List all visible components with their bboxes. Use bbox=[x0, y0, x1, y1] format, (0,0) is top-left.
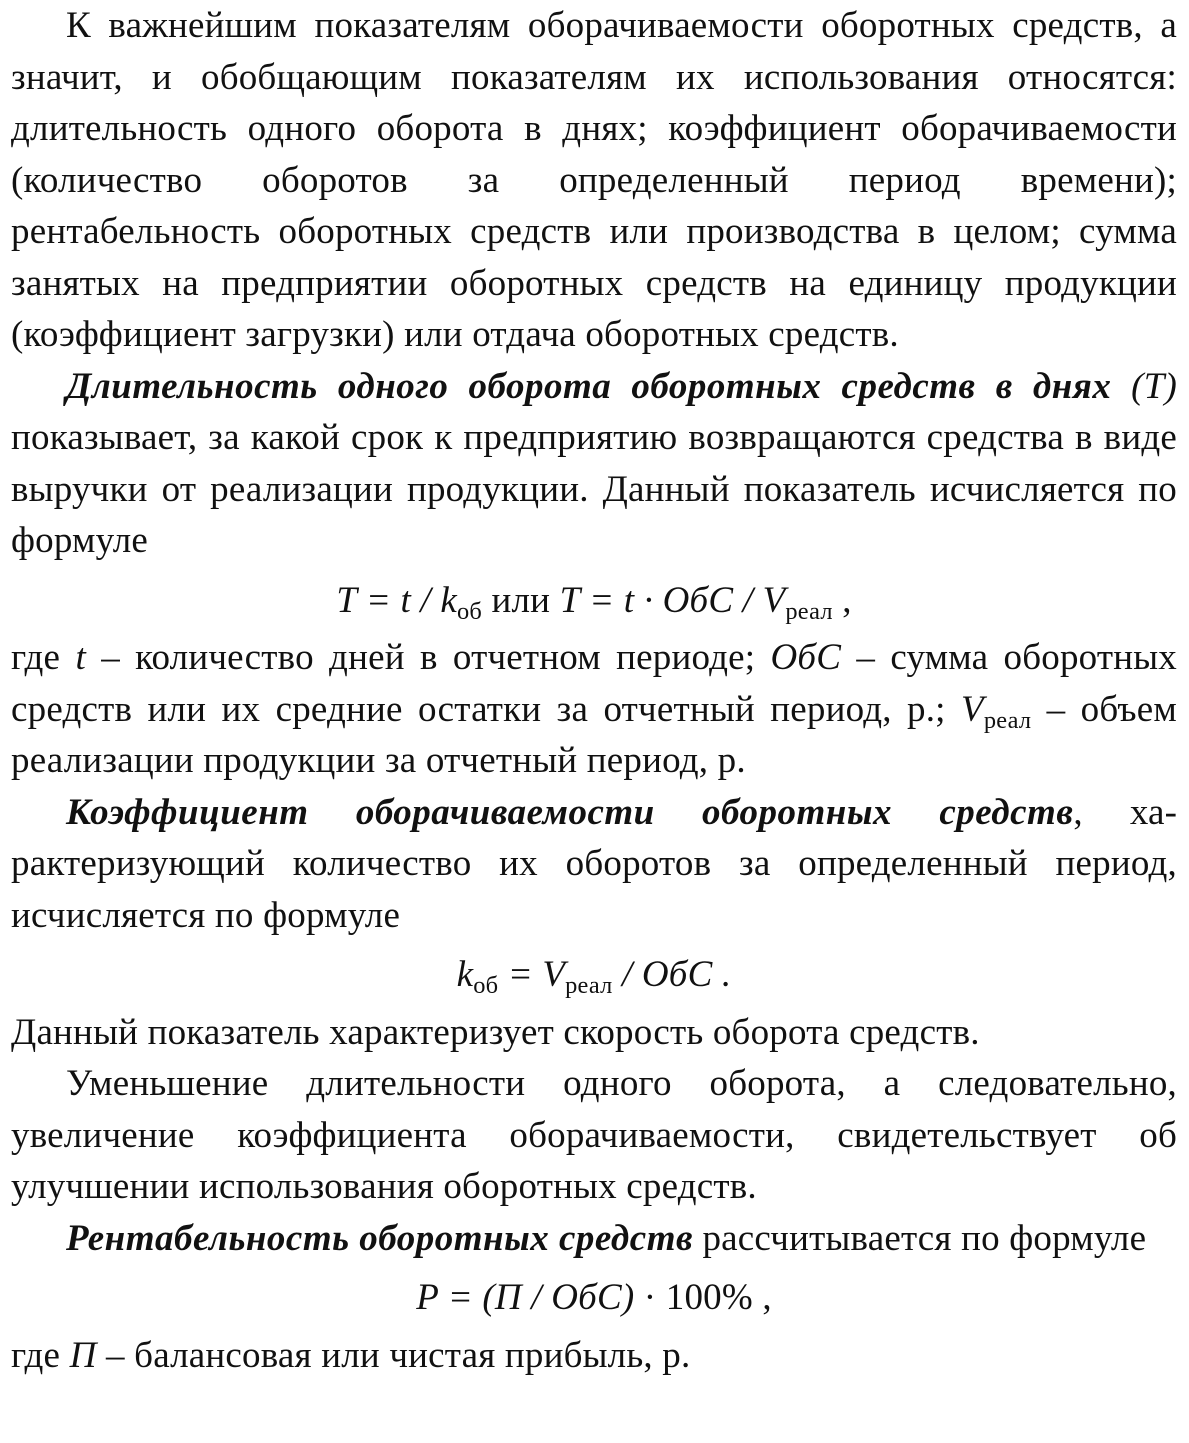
symbol-T: (T) bbox=[1131, 365, 1177, 407]
formula2-k-sub: об bbox=[473, 972, 499, 1000]
where1-text3: – сумма оборотных средств или их средние остатки за отчетный период, р.; bbox=[11, 637, 1177, 730]
paragraph-improvement: Уменьшение длительности одного оборота, а следовательно, увеличение коэффициента оборачиваемости, свидетельствует об улучшении использования оборотных средств. bbox=[11, 1063, 1177, 1207]
where2-text1: где bbox=[11, 1334, 70, 1376]
paragraph-profitability bbox=[11, 1213, 1177, 1265]
formula3-part2: · 100% , bbox=[634, 1277, 772, 1318]
where2-text2: – балансовая или чистая прибыль, р. bbox=[96, 1334, 691, 1376]
formula-turnover-duration bbox=[11, 575, 1177, 627]
paragraph-intro: К важнейшим показателям оборачиваемости оборотных средств, а значит, и обобщающим показателям их использования относятся: длительность одного оборота в днях; коэффициент оборачиваемости (количество оборотов за определенный период времени); рентабельность оборотных средств или производства в целом; сумма занятых на предприятии оборотных средств на единицу продукции (коэффициент загрузки) или отдача оборотных средств. bbox=[11, 5, 1177, 355]
formula2-v: = V bbox=[498, 954, 566, 995]
formula2-obc: / ОбС . bbox=[612, 954, 732, 995]
where1-text2: – количество дней в отчетном периоде; bbox=[85, 637, 771, 678]
where1-var-t: t bbox=[75, 637, 86, 678]
formula1-part1: T = t / k bbox=[336, 579, 457, 621]
where1-var-v-sub: реал bbox=[983, 706, 1032, 734]
paragraph-profitability-text: рассчитывается по формуле bbox=[693, 1217, 1147, 1259]
where1-text1: где bbox=[11, 637, 76, 678]
where1-var-v: V bbox=[961, 688, 984, 730]
term-turnover-ratio: Коэффициент оборачиваемости оборотных средств bbox=[66, 791, 1074, 833]
formula2-v-sub: реал bbox=[565, 972, 613, 1000]
paragraph-turnover-ratio-text: , характеризующий количество их оборотов за определенный период, исчисляется по формуле bbox=[11, 791, 1177, 936]
formula2-k: k bbox=[456, 954, 474, 995]
document-page bbox=[11, 0, 1177, 1381]
paragraph-where-1 bbox=[11, 632, 1177, 787]
formula1-sub1: об bbox=[456, 597, 483, 625]
formula1-sub2: реал bbox=[785, 597, 833, 625]
formula1-part2: T = t · ОбС / V bbox=[559, 579, 786, 621]
paragraph-turnover-duration bbox=[11, 361, 1177, 567]
formula-turnover-ratio bbox=[11, 949, 1177, 1001]
term-profitability: Рентабельность оборотных средств bbox=[66, 1217, 694, 1259]
paragraph-turnover-ratio bbox=[11, 787, 1177, 942]
paragraph-speed: Данный показатель характеризует скорость оборота средств. bbox=[11, 1011, 980, 1053]
formula3-part1: P = (П / ОбС) bbox=[416, 1277, 635, 1318]
paragraph-turnover-duration-text: показывает, за какой срок к предприятию возвращаются средства в виде выручки от реализации продукции. Данный показатель исчисляется по формуле bbox=[11, 417, 1177, 561]
paragraph-where-2 bbox=[11, 1330, 1177, 1382]
term-turnover-duration: Длительность одного оборота оборотных средств в днях bbox=[66, 365, 1112, 407]
where1-var-obc: ОбС bbox=[770, 637, 842, 678]
where1-text4: – объем реализации продукции за отчетный период, р. bbox=[11, 688, 1177, 781]
formula-profitability bbox=[11, 1272, 1177, 1324]
formula1-end: , bbox=[832, 579, 852, 621]
formula1-or: или bbox=[482, 579, 560, 621]
where2-var-p: П bbox=[69, 1334, 97, 1376]
